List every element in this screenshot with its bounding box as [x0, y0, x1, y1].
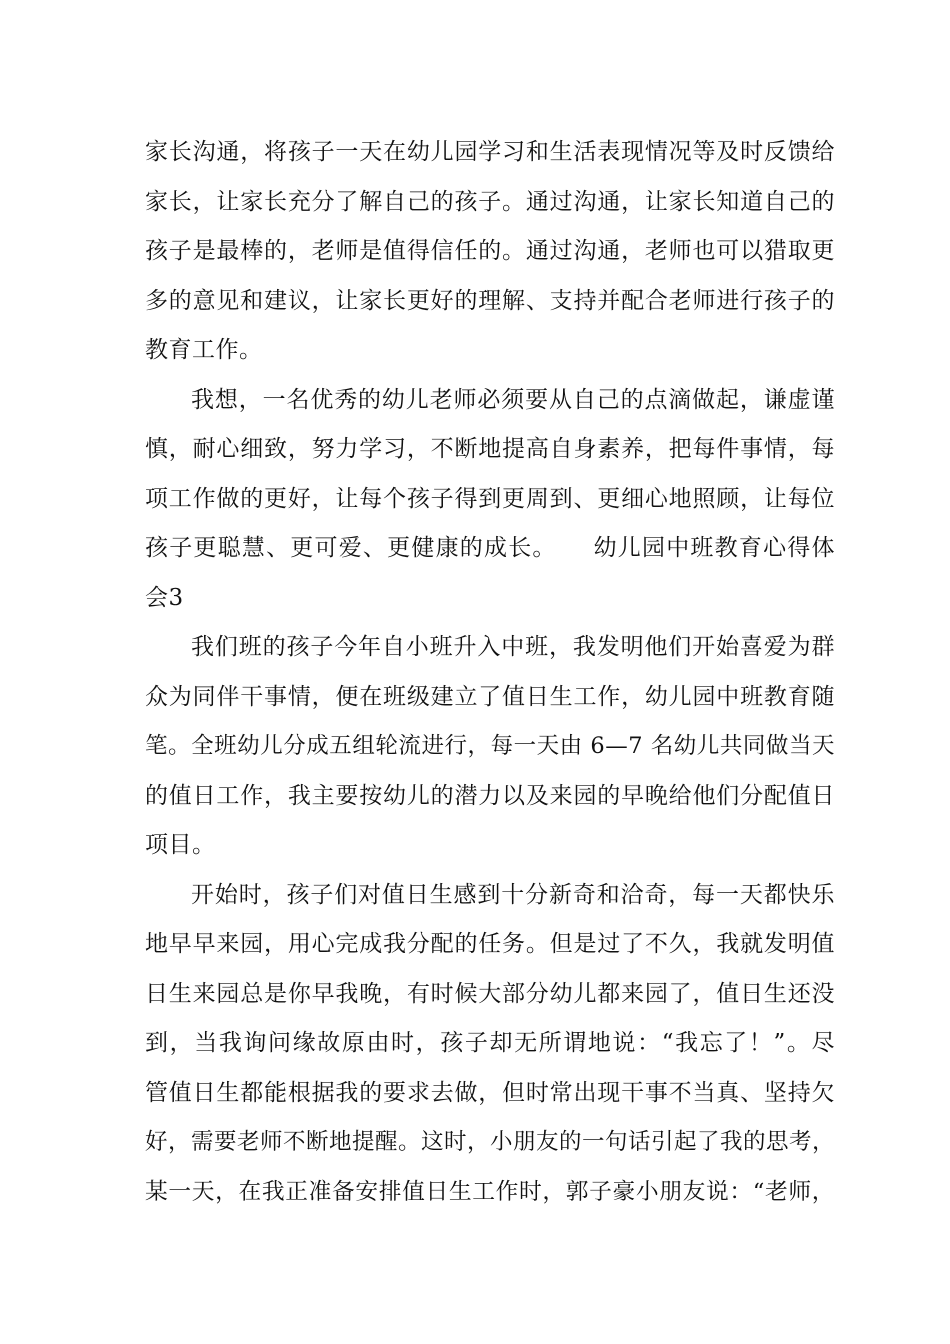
text-line: 教育工作。: [145, 337, 263, 363]
text-line: 管值日生都能根据我的要求去做，但时常出现干事不当真、坚持欠: [145, 1079, 835, 1106]
text-line: 我想，一名优秀的幼儿老师必须要从自己的点滴做起，谦虚谨: [191, 386, 835, 413]
text-line: 慎，耐心细致，努力学习，不断地提高自身素养，把每件事情，每: [145, 436, 835, 462]
document-body: [145, 128, 835, 1217]
text-line: 我们班的孩子今年自小班升入中班，我发明他们开始喜爱为群: [191, 634, 835, 660]
text-line: 某一天，在我正准备安排值日生工作时，郭子豪小朋友说：“老师，: [145, 1178, 835, 1205]
text-line: 日生来园总是你早我晚，有时候大部分幼儿都来园了，值日生还没: [145, 980, 835, 1007]
text-line: 好，需要老师不断地提醒。这时，小朋友的一句话引起了我的思考，: [145, 1129, 836, 1155]
text-line: 项目。: [145, 832, 216, 858]
text-line: 孩子更聪慧、更可爱、更健康的成长。 幼儿园中班教育心得体: [145, 535, 835, 561]
text-line: 开始时，孩子们对值日生感到十分新奇和洽奇，每一天都快乐: [191, 881, 835, 908]
text-line: 孩子是最棒的，老师是值得信任的。通过沟通，老师也可以猎取更: [145, 238, 835, 264]
text-line: 家长，让家长充分了解自己的孩子。通过沟通，让家长知道自己的: [145, 188, 835, 215]
text-line: 项工作做的更好，让每个孩子得到更周到、更细心地照顾，让每位: [145, 485, 835, 512]
text-line: 笔。全班幼儿分成五组轮流进行，每一天由 6—7 名幼儿共同做当天: [145, 733, 835, 759]
text-line: 地早早来园，用心完成我分配的任务。但是过了不久，我就发明值: [145, 931, 835, 957]
text-line: 家长沟通，将孩子一天在幼儿园学习和生活表现情况等及时反馈给: [145, 139, 835, 165]
text-line: 会3: [145, 584, 184, 611]
text-line: 多的意见和建议，让家长更好的理解、支持并配合老师进行孩子的: [145, 287, 835, 314]
text-line: 众为同伴干事情，便在班级建立了值日生工作，幼儿园中班教育随: [145, 683, 835, 710]
text-line: 到，当我询问缘故原由时，孩子却无所谓地说：“我忘了！”。尽: [145, 1030, 835, 1056]
text-line: 的值日工作，我主要按幼儿的潜力以及来园的早晚给他们分配值日: [145, 782, 835, 809]
